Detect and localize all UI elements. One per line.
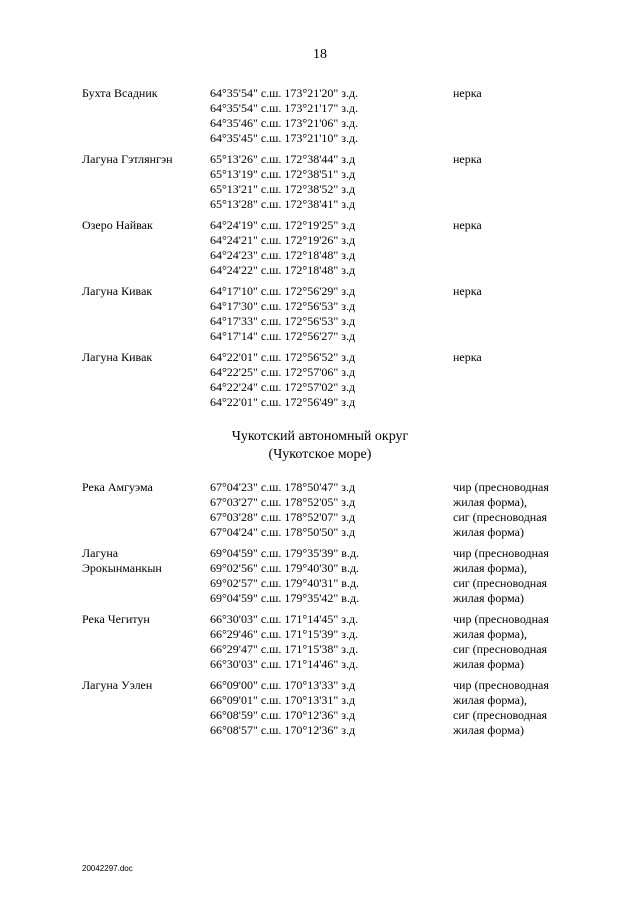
location-name-cell xyxy=(82,284,207,299)
location-name-cell xyxy=(82,612,207,627)
coordinates-cell xyxy=(210,480,355,540)
coordinates-line: 64°24'23" с.ш. 172°18'48" з.д xyxy=(210,248,356,262)
coordinates-line: 66°30'03" с.ш. 171°14'45" з.д. xyxy=(210,612,359,626)
species-line: жилая форма), xyxy=(453,561,527,575)
coordinates-line: 67°04'24" с.ш. 178°50'50" з.д xyxy=(210,525,356,539)
coordinates-line: 64°22'01" с.ш. 172°56'52" з.д xyxy=(210,350,356,364)
coordinates-line: 66°30'03" с.ш. 171°14'46" з.д. xyxy=(210,657,359,671)
coordinates-line: 64°17'30" с.ш. 172°56'53" з.д xyxy=(210,299,356,313)
page-number: 18 xyxy=(313,47,327,62)
location-name-cell xyxy=(82,480,207,495)
section-heading-line2: (Чукотское море) xyxy=(268,447,372,462)
coordinates-cell xyxy=(210,86,358,146)
coordinates-cell xyxy=(210,350,355,410)
location-name-line: Река Чегитун xyxy=(82,612,150,626)
coordinates-line: 64°22'25" с.ш. 172°57'06" з.д xyxy=(210,365,356,379)
coordinates-line: 64°17'14" с.ш. 172°56'27" з.д xyxy=(210,329,356,343)
species-line: жилая форма), xyxy=(453,495,527,509)
coordinates-line: 66°09'00" с.ш. 170°13'33" з.д xyxy=(210,678,356,692)
location-name-line: Лагуна Гэтлянгэн xyxy=(82,152,173,166)
coordinates-line: 65°13'21" с.ш. 172°38'52" з.д xyxy=(210,182,356,196)
location-name-line: Река Амгуэма xyxy=(82,480,153,494)
location-name-line: Лагуна Кивак xyxy=(82,350,153,364)
coordinates-line: 64°22'24" с.ш. 172°57'02" з.д xyxy=(210,380,356,394)
species-cell xyxy=(453,284,603,299)
coordinates-cell xyxy=(210,152,355,212)
species-cell xyxy=(453,678,603,738)
coordinates-line: 67°04'23" с.ш. 178°50'47" з.д xyxy=(210,480,356,494)
coordinates-line: 65°13'19" с.ш. 172°38'51" з.д xyxy=(210,167,356,181)
coordinates-line: 69°02'57" с.ш. 179°40'31" в.д. xyxy=(210,576,360,590)
coordinates-line: 69°04'59" с.ш. 179°35'42" в.д. xyxy=(210,591,360,605)
coordinates-cell xyxy=(210,218,355,278)
coordinates-line: 64°17'10" с.ш. 172°56'29" з.д xyxy=(210,284,356,298)
coordinates-line: 69°04'59" с.ш. 179°35'39" в.д. xyxy=(210,546,360,560)
coordinates-line: 66°29'47" с.ш. 171°15'38" з.д. xyxy=(210,642,359,656)
footer-filename: 20042297.doc xyxy=(82,864,133,873)
coordinates-line: 65°13'26" с.ш. 172°38'44" з.д xyxy=(210,152,356,166)
coordinates-line: 66°29'46" с.ш. 171°15'39" з.д. xyxy=(210,627,359,641)
location-name-line: Лагуна Уэлен xyxy=(82,678,153,692)
coordinates-cell xyxy=(210,284,355,344)
species-cell xyxy=(453,218,603,233)
location-name-cell xyxy=(82,152,207,167)
coordinates-cell xyxy=(210,612,358,672)
species-line: сиг (пресноводная xyxy=(453,708,548,722)
species-line: чир (пресноводная xyxy=(453,480,549,494)
section-heading-line1: Чукотский автономный округ xyxy=(231,429,409,444)
species-line: жилая форма) xyxy=(453,723,524,737)
species-line: жилая форма) xyxy=(453,591,524,605)
coordinates-line: 66°09'01" с.ш. 170°13'31" з.д xyxy=(210,693,356,707)
species-line: жилая форма), xyxy=(453,693,527,707)
location-name-cell xyxy=(82,350,207,365)
coordinates-line: 66°08'57" с.ш. 170°12'36" з.д xyxy=(210,723,356,737)
coordinates-line: 65°13'28" с.ш. 172°38'41" з.д xyxy=(210,197,356,211)
location-name-line: Лагуна xyxy=(82,546,119,560)
coordinates-line: 67°03'27" с.ш. 178°52'05" з.д xyxy=(210,495,356,509)
location-name-line: Озеро Найвак xyxy=(82,218,153,232)
species-cell xyxy=(453,612,603,672)
species-line: нерка xyxy=(453,284,482,298)
coordinates-cell xyxy=(210,678,355,738)
species-cell xyxy=(453,86,603,101)
species-line: жилая форма) xyxy=(453,525,524,539)
coordinates-line: 69°02'56" с.ш. 179°40'30" в.д. xyxy=(210,561,360,575)
coordinates-cell xyxy=(210,546,359,606)
species-line: сиг (пресноводная xyxy=(453,510,548,524)
location-name-line: Лагуна Кивак xyxy=(82,284,153,298)
location-name-cell xyxy=(82,218,207,233)
coordinates-line: 64°35'54" с.ш. 173°21'20" з.д. xyxy=(210,86,359,100)
species-line: сиг (пресноводная xyxy=(453,576,548,590)
location-name-cell xyxy=(82,546,207,576)
species-line: нерка xyxy=(453,218,482,232)
species-line: чир (пресноводная xyxy=(453,612,549,626)
section-heading xyxy=(0,428,640,464)
species-cell xyxy=(453,480,603,540)
coordinates-line: 64°17'33" с.ш. 172°56'53" з.д xyxy=(210,314,356,328)
coordinates-line: 64°35'46" с.ш. 173°21'06" з.д. xyxy=(210,116,359,130)
species-line: нерка xyxy=(453,86,482,100)
species-line: жилая форма) xyxy=(453,657,524,671)
coordinates-line: 64°24'19" с.ш. 172°19'25" з.д xyxy=(210,218,356,232)
coordinates-line: 64°35'54" с.ш. 173°21'17" з.д. xyxy=(210,101,359,115)
coordinates-line: 67°03'28" с.ш. 178°52'07" з.д xyxy=(210,510,356,524)
species-line: жилая форма), xyxy=(453,627,527,641)
species-line: сиг (пресноводная xyxy=(453,642,548,656)
species-cell xyxy=(453,152,603,167)
species-cell xyxy=(453,546,603,606)
species-line: чир (пресноводная xyxy=(453,678,549,692)
coordinates-line: 64°24'21" с.ш. 172°19'26" з.д xyxy=(210,233,356,247)
coordinates-line: 64°22'01" с.ш. 172°56'49" з.д xyxy=(210,395,356,409)
species-line: нерка xyxy=(453,350,482,364)
coordinates-line: 66°08'59" с.ш. 170°12'36" з.д xyxy=(210,708,356,722)
coordinates-line: 64°24'22" с.ш. 172°18'48" з.д xyxy=(210,263,356,277)
location-name-line: Бухта Всадник xyxy=(82,86,158,100)
species-line: нерка xyxy=(453,152,482,166)
location-name-cell xyxy=(82,678,207,693)
species-cell xyxy=(453,350,603,365)
location-name-line: Эрокынманкын xyxy=(82,561,162,575)
coordinates-line: 64°35'45" с.ш. 173°21'10" з.д. xyxy=(210,131,359,145)
location-name-cell xyxy=(82,86,207,101)
species-line: чир (пресноводная xyxy=(453,546,549,560)
